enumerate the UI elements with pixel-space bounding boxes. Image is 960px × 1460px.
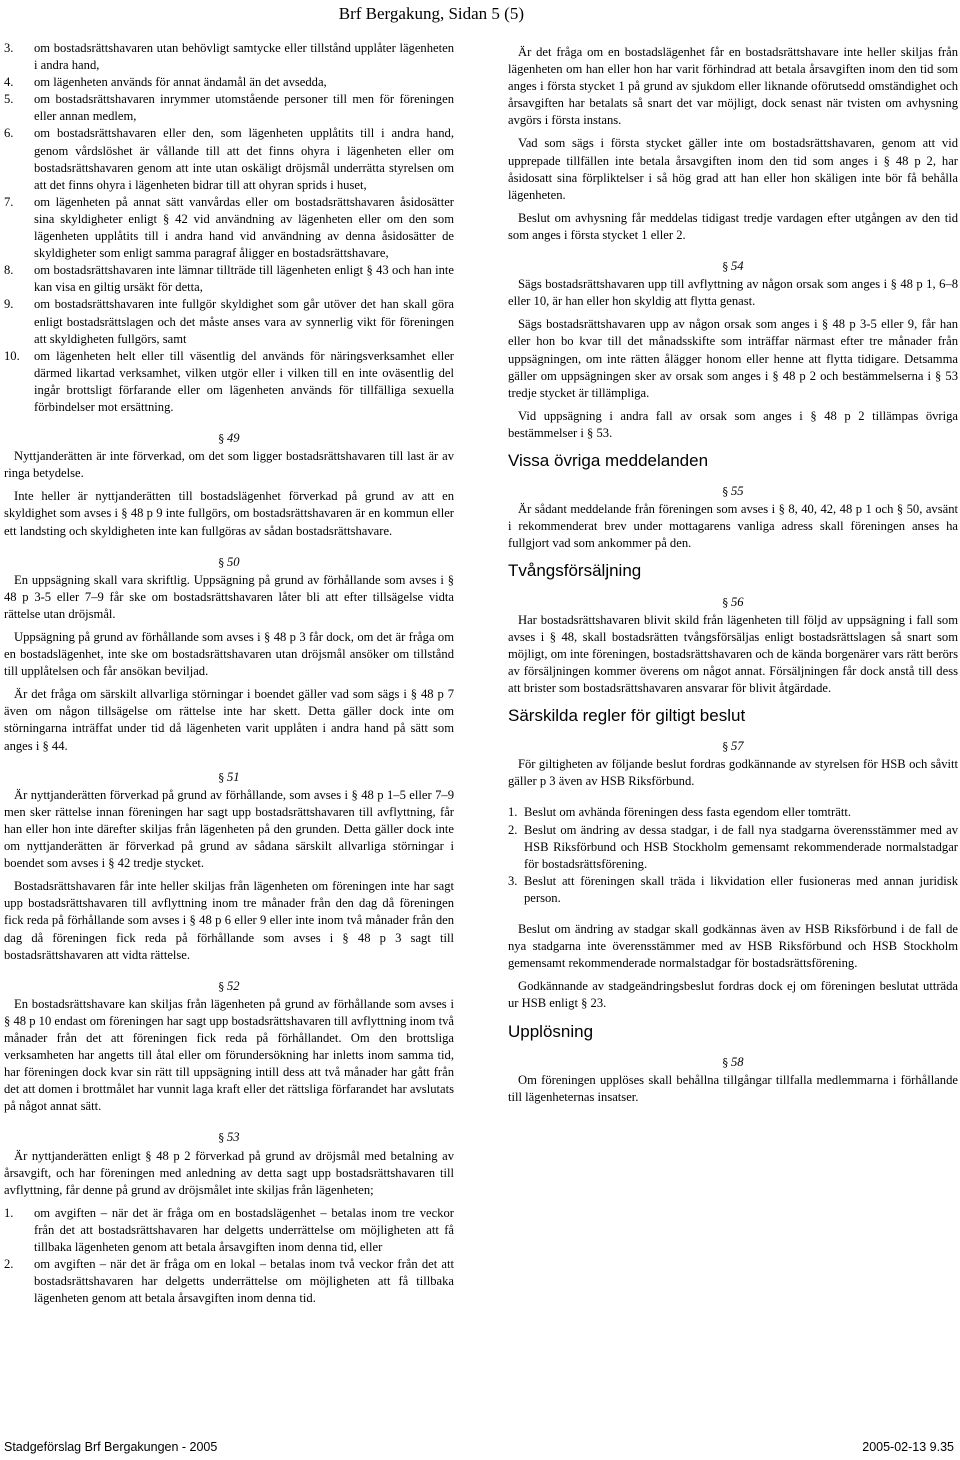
item-number: 3. xyxy=(508,873,518,888)
list-item xyxy=(4,91,454,125)
item-number: 10. xyxy=(4,348,20,363)
s53-list xyxy=(4,1205,454,1308)
item-number: 7. xyxy=(4,194,14,209)
section-number xyxy=(4,1129,454,1146)
paragraph: Bostadsrättshavaren får inte heller skiljas från lägenheten om föreningen inte har sagt upp bostadsrättshavaren till avflyttning inom tre månader från den dag då föreningen fick reda på förhållande som avses i § 48 p 6 eller 9 eller inte inom två månader från den dag då föreningen fick reda på förhållande som avses i § 48 p 3 sagt till bostadsrättshavaren att vidta rättelse. xyxy=(4,879,454,962)
paragraph: Är sådant meddelande från föreningen som avses i § 8, 40, 42, 48 p 1 och § 50, avsänt i rekommenderat brev under mottagarens vanliga adress skall föreningen anses ha fullgjort vad som ankommer på den. xyxy=(508,502,958,551)
paragraph-sign: § xyxy=(722,740,728,754)
paragraph: Beslut om avhysning får meddelas tidigast tredje vardagen efter utgången av den tid som anges i första stycket 1 eller 2. xyxy=(508,210,958,242)
item-text: Beslut om ändring av dessa stadgar, i de fall nya stadgarna överensstämmer med av HSB Riksförbund och HSB Stockholm gemensamt rekommenderade normalstadgar för bostadsrättsförening. xyxy=(524,822,958,871)
item-text: om avgiften – när det är fråga om en lokal – betalas inom två veckor från det att bostadsrättshavaren har delgetts underrättelse om möjligheten att få tillbaka lägenheten genom att betala årsavgiften inom denna tid. xyxy=(34,1257,454,1306)
list-item xyxy=(4,262,454,296)
paragraph: En uppsägning skall vara skriftlig. Uppsägning på grund av förhållande som avses i § 48 p 3-5 eller 7–9 får ske om bostadsrättshavaren låter bli att efter tillsägelse vidta rättelse utan dröjsmål. xyxy=(4,572,454,621)
section-number-value: 49 xyxy=(226,431,240,446)
paragraph: En bostadsrättshavare kan skiljas från lägenheten på grund av förhållande som avses i § 48 p 10 endast om föreningen har sagt upp bostadsrättshavaren till avflyttning inom två månader från det att föreningen fick reda på förhållandet. Om den brottsliga verksamheten har angetts till åtal eller om förundersökning har inletts inom samma tid, har föreningen dock kvar sin rätt till uppsägning intill dess att två månader har gått från det att domen i brottmålet har vunnit laga kraft eller det rättsliga förfarandet har avslutats på något annat sätt. xyxy=(4,996,454,1114)
section-number xyxy=(508,1054,958,1071)
item-number: 9. xyxy=(4,297,14,312)
paragraph: För giltigheten av följande beslut fordras godkännande av styrelsen för HSB och såvitt gäller p 3 även av HSB Riksförbund. xyxy=(508,757,958,789)
section-number-value: 50 xyxy=(226,554,240,569)
item-number: 6. xyxy=(4,126,14,141)
paragraph: Har bostadsrättshavaren blivit skild från lägenheten till följd av uppsägning i fall som avses i § 48, skall bostadsrätten tvångsförsäljas enligt bostadsrättslagen så snart som möjligt, om inte föreningen, bostadsrättshavaren och de kända borgenärer vars rätt berörs av försäljningen kommer överens om något annat. Försäljningen får dock anstå till dess att brister som bostadsrättshavaren ansvarar för blivit åtgärdade. xyxy=(508,612,958,695)
item-text: Beslut om avhända föreningen dess fasta egendom eller tomträtt. xyxy=(524,805,851,820)
list-item xyxy=(4,296,454,347)
section-number-value: 51 xyxy=(226,769,240,784)
paragraph: Om föreningen upplöses skall behållna tillgångar tillfalla medlemmarna i förhållande till lägenheternas insatser. xyxy=(508,1072,958,1104)
section-number-value: 54 xyxy=(730,259,744,274)
section-number-value: 58 xyxy=(730,1054,744,1069)
list-item xyxy=(508,804,958,821)
item-text: om lägenheten helt eller till väsentlig del används för näringsverksamhet eller därmed likartad verksamhet, vilken utgör eller i vilken till en inte oväsentlig del ingår brottsligt förfarande eller om lägenheten används för tillfälliga sexuella förbindelser mot ersättning. xyxy=(34,348,454,414)
page-title: Brf Bergakung, Sidan 5 (5) xyxy=(338,4,524,23)
paragraph: Nyttjanderätten är inte förverkad, om det som ligger bostadsrättshavaren till last är av ringa betydelse. xyxy=(4,449,454,481)
item-number: 4. xyxy=(4,75,14,90)
item-number: 8. xyxy=(4,263,14,278)
intro-list xyxy=(4,40,454,416)
list-item xyxy=(4,194,454,262)
section-number xyxy=(508,738,958,755)
paragraph: Vid uppsägning i andra fall av orsak som anges i § 48 p 2 tillämpas övriga bestämmelser i § 53. xyxy=(508,408,958,440)
paragraph-sign: § xyxy=(218,979,224,993)
paragraph-sign: § xyxy=(722,595,728,609)
s57-list xyxy=(508,804,958,907)
section-number-value: 52 xyxy=(226,978,240,993)
paragraph-sign: § xyxy=(722,1055,728,1069)
footer-timestamp: 2005-02-13 9.35 xyxy=(862,1440,954,1454)
item-text: om bostadsrättshavaren eller den, som lägenheten upplåtits till i andra hand, genom vårdslöshet är vållande till att det finns ohyra i lägenheten eller om bostadsrättshavaren genom att inte utan oskäligt dröjsmål underrätta styrelsen om att det finns ohyra i lägenheten bidrar till att ohyran sprids i huset, xyxy=(34,126,454,192)
paragraph: Sägs bostadsrättshavaren upp till avflyttning av någon orsak som anges i § 48 p 1, 6–8 eller 10, är han eller hon skyldig att flytta genast. xyxy=(508,277,958,309)
paragraph: Sägs bostadsrättshavaren upp av någon orsak som anges i § 48 p 3-5 eller 9, får han eller hon bo kvar till det månadsskifte som inträffar närmast efter tre månader från uppsägningen, om inte rätten ålägger honom eller henne att flytta tidigare. Detsamma gäller om uppsägningen sker av orsak som anges i § 48 p 2 och bestämmelserna i § 53 tredje stycket är tillämpliga. xyxy=(508,317,958,400)
paragraph-sign: § xyxy=(218,432,224,446)
list-item xyxy=(4,74,454,91)
item-text: om lägenheten används för annat ändamål än det avsedda, xyxy=(34,75,327,90)
paragraph: Är nyttjanderätten enligt § 48 p 2 förverkad på grund av dröjsmål med betalning av årsavgift, och har föreningen med anledning av detta sagt upp bostadsrättshavaren till avflyttning, får denne på grund av dröjsmålet inte skiljas från lägenheten; xyxy=(4,1148,454,1197)
section-heading: Tvångsförsäljning xyxy=(508,561,642,581)
section-number xyxy=(4,430,454,447)
section-number xyxy=(4,554,454,571)
paragraph-sign: § xyxy=(218,1131,224,1145)
paragraph: Är det fråga om särskilt allvarliga störningar i boendet gäller vad som sägs i § 48 p 7 även om någon tillsägelse om rättelse inte har skett. Detta gäller dock inte om störningarna inträffat under tid då lägenheten varit upplåten i andra hand på sätt som anges i § 44. xyxy=(4,687,454,753)
section-number xyxy=(4,978,454,995)
item-text: Beslut att föreningen skall träda i likvidation eller fusioneras med annan juridisk person. xyxy=(524,873,958,905)
item-text: om avgiften – när det är fråga om en bostadslägenhet – betalas inom tre veckor från det att bostadsrättshavaren har delgetts underrättelse om möjligheten att få tillbaka lägenheten genom att betala årsavgiften inom denna tid, eller xyxy=(34,1205,454,1254)
item-number: 1. xyxy=(508,805,518,820)
section-number-value: 53 xyxy=(226,1130,240,1145)
section-number xyxy=(508,258,958,275)
item-number: 2. xyxy=(4,1257,14,1272)
section-number xyxy=(508,483,958,500)
section-heading: Upplösning xyxy=(508,1021,594,1041)
item-number: 1. xyxy=(4,1205,14,1220)
item-text: om bostadsrättshavaren inte fullgör skyldighet som går utöver det han skall göra enligt bostadsrättslagen och det måste anses vara av synnerlig vikt för föreningen att skyldigheten fullgörs, samt xyxy=(34,297,454,346)
list-item xyxy=(4,125,454,193)
right-column xyxy=(508,44,958,1112)
section-number xyxy=(4,769,454,786)
item-number: 5. xyxy=(4,92,14,107)
list-item xyxy=(508,873,958,907)
item-number: 2. xyxy=(508,822,518,837)
section-number xyxy=(508,594,958,611)
paragraph-sign: § xyxy=(218,770,224,784)
item-number: 3. xyxy=(4,41,14,55)
paragraph-sign: § xyxy=(218,555,224,569)
list-item xyxy=(4,1256,454,1307)
paragraph: Är nyttjanderätten förverkad på grund av förhållande, som avses i § 48 p 1–5 eller 7–9 men sker rättelse innan föreningen har sagt upp bostadsrättshavaren till avflyttning, får han eller hon inte därefter skiljas från lägenheten på den grunden. Detta gäller dock inte om nyttjanderätten är förverkad på grund av sådana särskilt allvarliga störningar i boendet som avses i § 42 tredje stycket. xyxy=(4,787,454,871)
section-heading: Särskilda regler för giltigt beslut xyxy=(508,706,746,726)
paragraph: Inte heller är nyttjanderätten till bostadslägenhet förverkad på grund av att en skyldighet som avses i § 48 p 9 inte fullgörs, om bostadsrättshavaren är en kommun eller ett landsting och skyldigheten inte kan fullgöras av sådan bostadsrättshavare. xyxy=(4,489,454,538)
list-item xyxy=(4,1205,454,1256)
section-heading: Vissa övriga meddelanden xyxy=(508,450,709,470)
paragraph: Uppsägning på grund av förhållande som avses i § 48 p 3 får dock, om det är fråga om en bostadslägenhet, inte ske om bostadsrättshavaren utan dröjsmål ansöker om tillstånd till upplåtelsen och får ansökan beviljad. xyxy=(4,630,454,679)
list-item xyxy=(4,348,454,416)
left-column xyxy=(4,40,454,1313)
item-text: om bostadsrättshavaren utan behövligt samtycke eller tillstånd upplåter lägenheten i andra hand, xyxy=(34,41,454,73)
section-number-value: 57 xyxy=(730,739,744,754)
item-text: om bostadsrättshavaren inrymmer utomstående personer till men för föreningen eller annan medlem, xyxy=(34,92,454,124)
paragraph: Vad som sägs i första stycket gäller inte om bostadsrättshavaren, genom att vid upprepade tillfällen inte betala årsavgiften inom den tid som anges i § 48 p 2, har åsidosatt sina förpliktelser i så hög grad att han eller hon skäligen inte bör få behålla lägenheten. xyxy=(508,136,958,202)
section-number-value: 55 xyxy=(730,484,744,499)
footer-document-title: Stadgeförslag Brf Bergakungen - 2005 xyxy=(4,1440,218,1454)
paragraph: Beslut om ändring av stadgar skall godkännas även av HSB Riksförbund i de fall de nya stadgarna inte överensstämmer med av HSB Riksförbund och HSB Stockholm gemensamt rekommenderade normalstadgar för bostadsrättsförening. xyxy=(508,922,958,971)
paragraph: Är det fråga om en bostadslägenhet får en bostadsrättshavare inte heller skiljas från lägenheten om han eller hon har varit förhindrad att betala årsavgiften inom den tid som anges i första stycket 1 på grund av sjukdom eller liknande oförutsedd omständighet och årsavgiften har betalats så snart det var möjligt, dock senast när tvisten om avhysning avgörs i första instans. xyxy=(508,45,958,128)
section-number-value: 56 xyxy=(730,594,744,609)
item-text: om lägenheten på annat sätt vanvårdas eller om bostadsrättshavaren åsidosätter sina skyldigheter enligt § 42 vid användning av lägenheten eller om den som lägenheten upplåtits till i andra hand vid användning av denna åsidosätter de skyldigheter som enligt samma paragraf åligger en bostadsrättshavare, xyxy=(34,194,454,261)
item-text: om bostadsrättshavaren inte lämnar tillträde till lägenheten enligt § 43 och han inte kan visa en giltig ursäkt för detta, xyxy=(34,263,454,295)
list-item xyxy=(508,822,958,873)
list-item xyxy=(4,40,454,74)
paragraph: Godkännande av stadgeändringsbeslut fordras dock ej om föreningen beslutat utträda ur HSB enligt § 23. xyxy=(508,979,958,1011)
paragraph-sign: § xyxy=(722,485,728,499)
paragraph-sign: § xyxy=(722,260,728,274)
